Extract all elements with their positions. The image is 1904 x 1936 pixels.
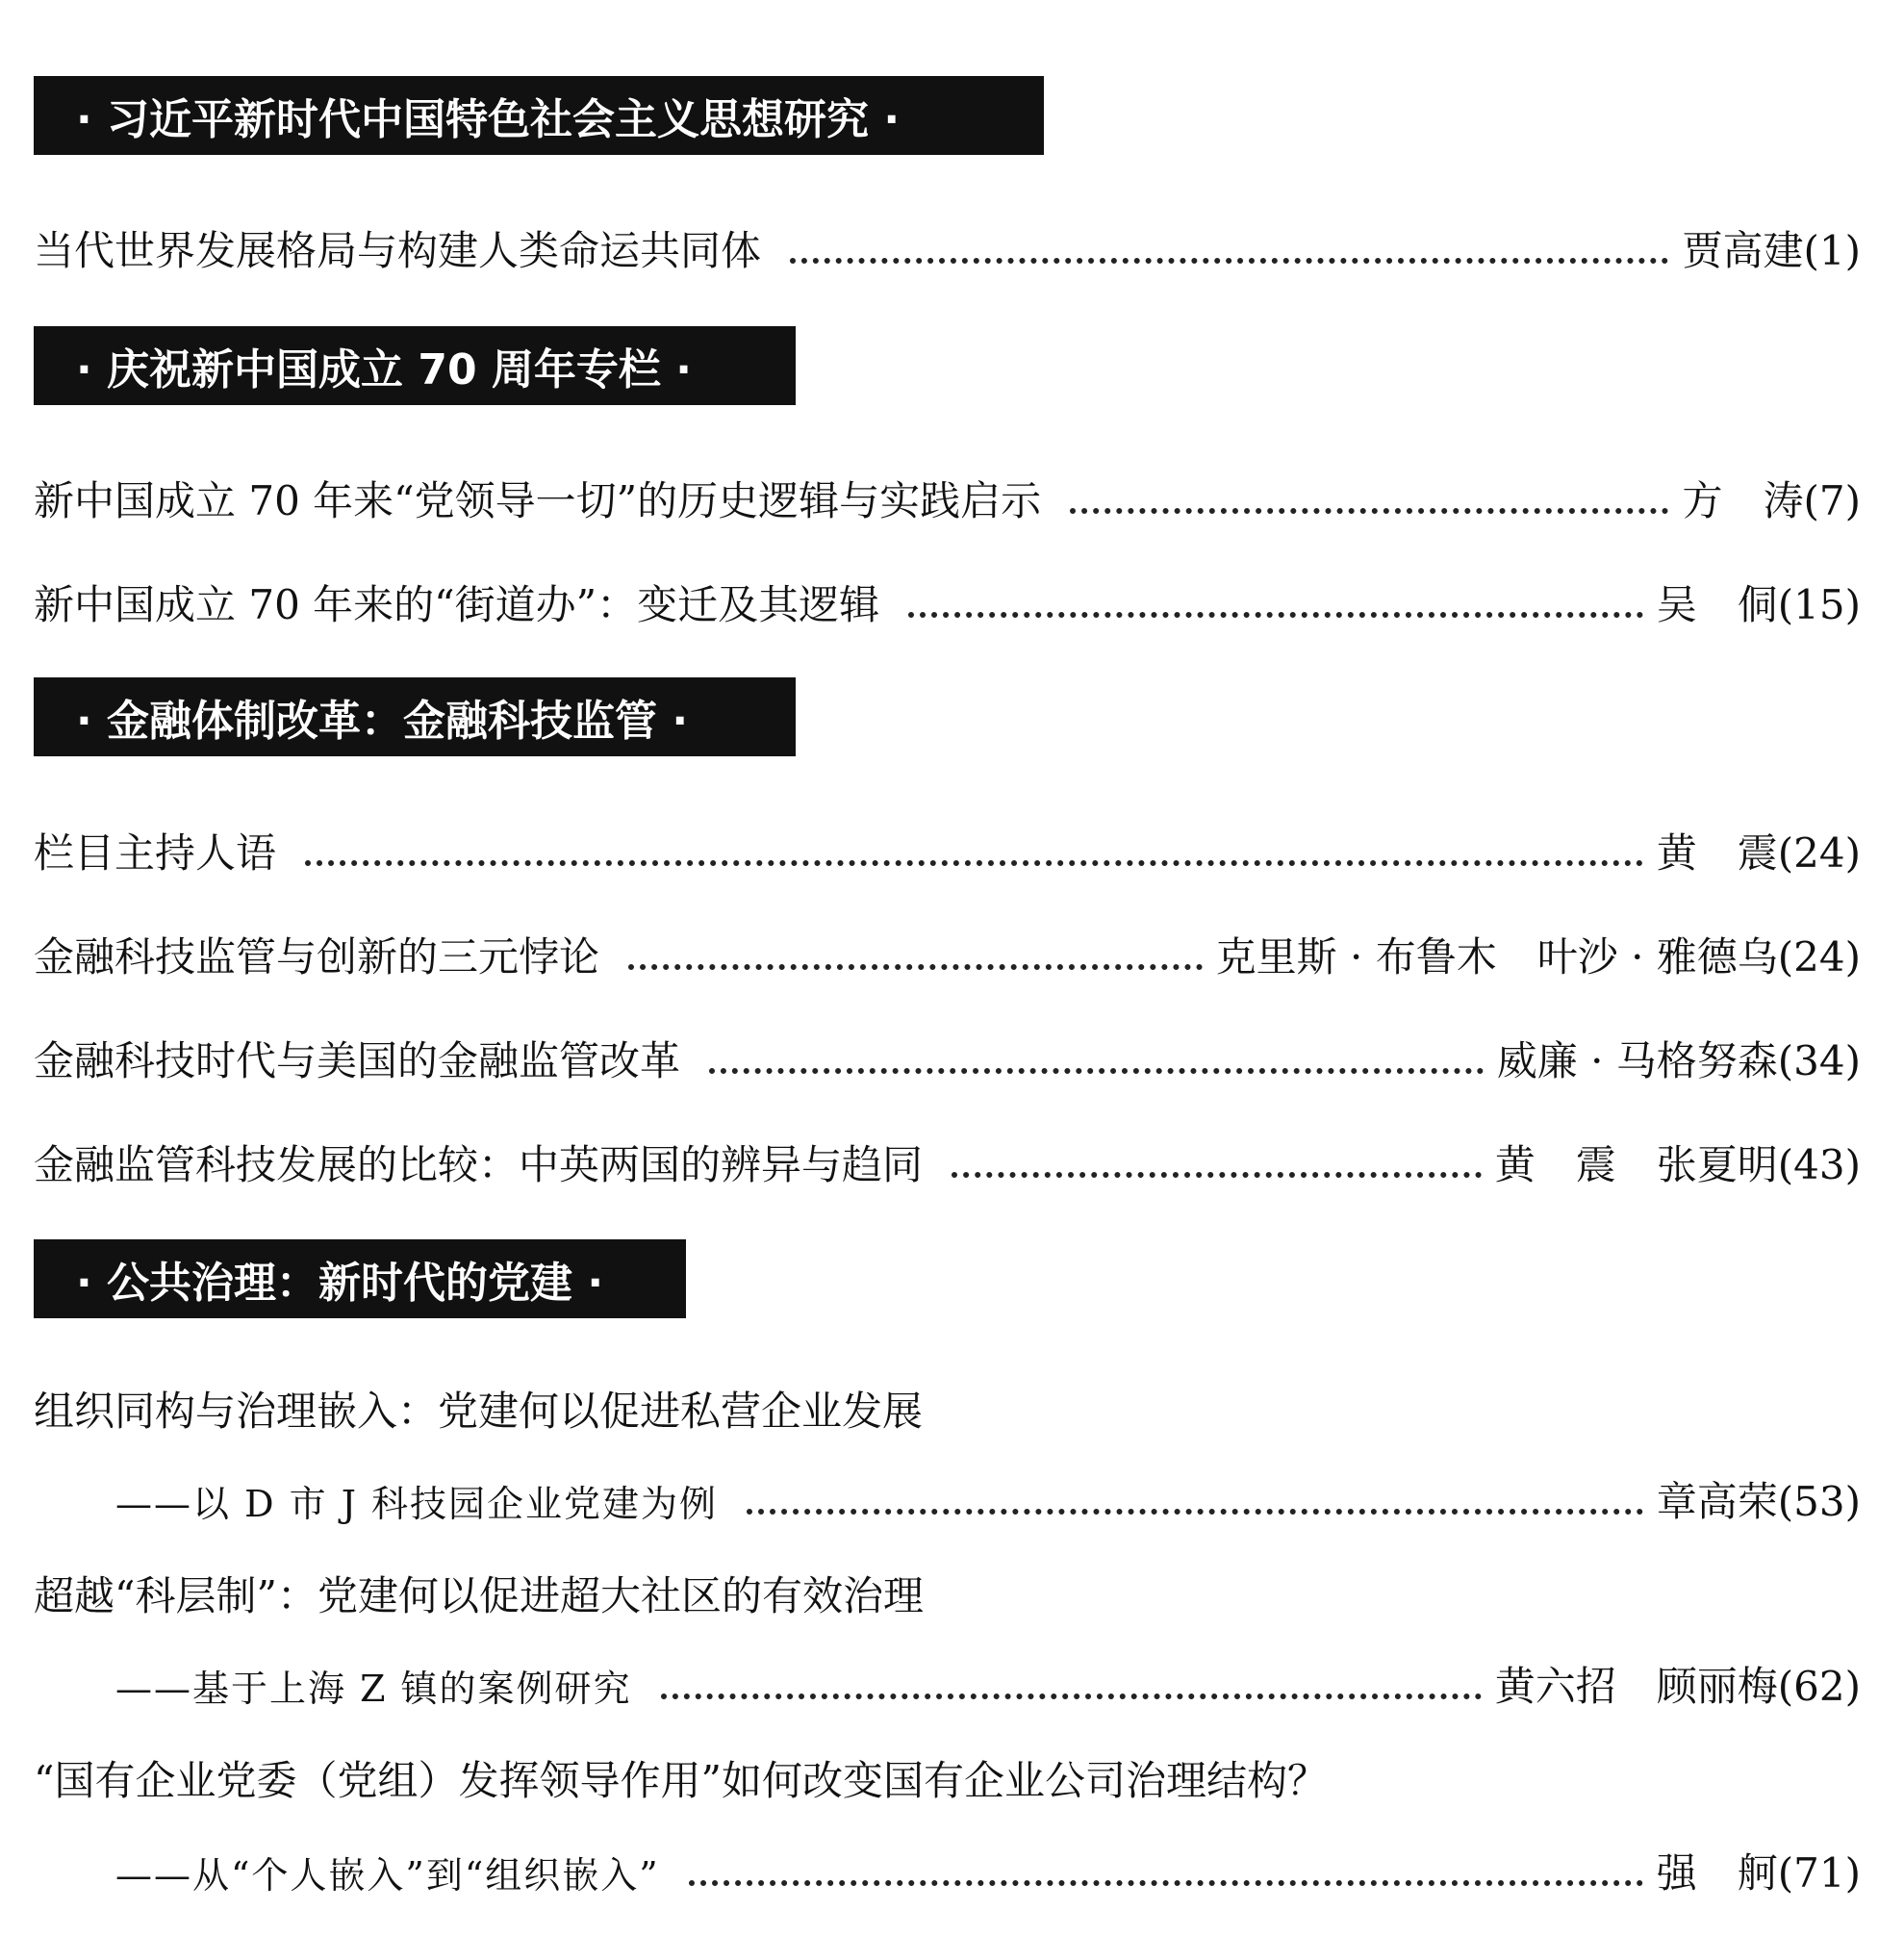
article-author: 克里斯 · 布鲁木 叶沙 · 雅德乌 [1215,933,1778,981]
page-number: (15) [1777,581,1861,628]
page-number: (43) [1777,1141,1861,1188]
dot-leader [908,612,1643,618]
section-heading: · 习近平新时代中国特色社会主义思想研究 · [34,76,1044,155]
dot-leader [661,1694,1482,1699]
article-author: 方 涛 [1682,477,1804,524]
page-number: (24) [1777,933,1861,981]
article-author: 章高荣 [1656,1478,1778,1525]
page-number: (71) [1777,1849,1861,1897]
article-author: 吴 侗 [1656,581,1778,628]
article-author: 黄 震 [1656,829,1778,877]
dot-leader [747,1509,1643,1515]
toc-entry[interactable] [34,812,1861,877]
dot-leader [1070,508,1668,514]
article-author: 贾高建 [1682,227,1804,274]
article-title: “国有企业党委（党组）发挥领导作用”如何改变国有企业公司治理结构？ [34,1757,1328,1804]
article-subtitle: ——以 D 市 J 科技园企业党建为例 [115,1483,719,1525]
section-heading: · 公共治理：新时代的党建 · [34,1239,686,1318]
dot-leader [305,860,1643,866]
toc-entry-title-line[interactable] [34,1370,924,1435]
article-title: 组织同构与治理嵌入：党建何以促进私营企业发展 [34,1388,924,1435]
page-number: (1) [1803,227,1861,274]
toc-entry[interactable] [34,1124,1861,1188]
toc-entry[interactable] [34,916,1861,981]
section-heading: · 金融体制改革：金融科技监管 · [34,677,796,756]
dot-leader [689,1880,1643,1886]
dot-leader [790,258,1668,264]
toc-entry-title-line[interactable] [34,1740,1328,1804]
article-title: 栏目主持人语 [34,829,277,877]
page-number: (7) [1803,477,1861,524]
dot-leader [628,964,1203,970]
article-subtitle: ——从“个人嵌入”到“组织嵌入” [115,1854,660,1897]
page-number: (53) [1777,1478,1861,1525]
article-title: 超越“科层制”：党建何以促进超大社区的有效治理 [34,1572,924,1619]
dot-leader [952,1172,1482,1178]
article-title: 金融科技时代与美国的金融监管改革 [34,1037,681,1084]
article-author: 威廉 · 马格努森 [1496,1037,1778,1084]
article-title: 金融监管科技发展的比较：中英两国的辨异与趋同 [34,1141,924,1188]
article-author: 强 舸 [1656,1849,1778,1897]
page-number: (24) [1777,829,1861,877]
toc-entry[interactable] [34,1020,1861,1082]
article-title: 金融科技监管与创新的三元悖论 [34,933,600,981]
toc-entry-subtitle-line[interactable] [115,1832,1861,1897]
toc-entry-title-line[interactable] [34,1555,924,1617]
toc-entry-subtitle-line[interactable] [115,1461,1861,1525]
page-number: (62) [1777,1663,1861,1710]
section-heading: · 庆祝新中国成立 70 周年专栏 · [34,326,796,405]
article-title: 新中国成立 70 年来“党领导一切”的历史逻辑与实践启示 [34,477,1042,524]
toc-entry[interactable] [34,460,1861,522]
article-title: 新中国成立 70 年来的“街道办”：变迁及其逻辑 [34,581,880,628]
article-title: 当代世界发展格局与构建人类命运共同体 [34,227,762,274]
toc-entry-subtitle-line[interactable] [115,1645,1861,1710]
article-subtitle: ——基于上海 Z 镇的案例研究 [115,1668,632,1710]
article-author: 黄 震 张夏明 [1494,1141,1778,1188]
page-number: (34) [1777,1037,1861,1084]
article-author: 黄六招 顾丽梅 [1494,1663,1778,1710]
toc-entry[interactable] [34,564,1861,628]
toc-entry[interactable] [34,210,1861,274]
dot-leader [709,1068,1484,1074]
